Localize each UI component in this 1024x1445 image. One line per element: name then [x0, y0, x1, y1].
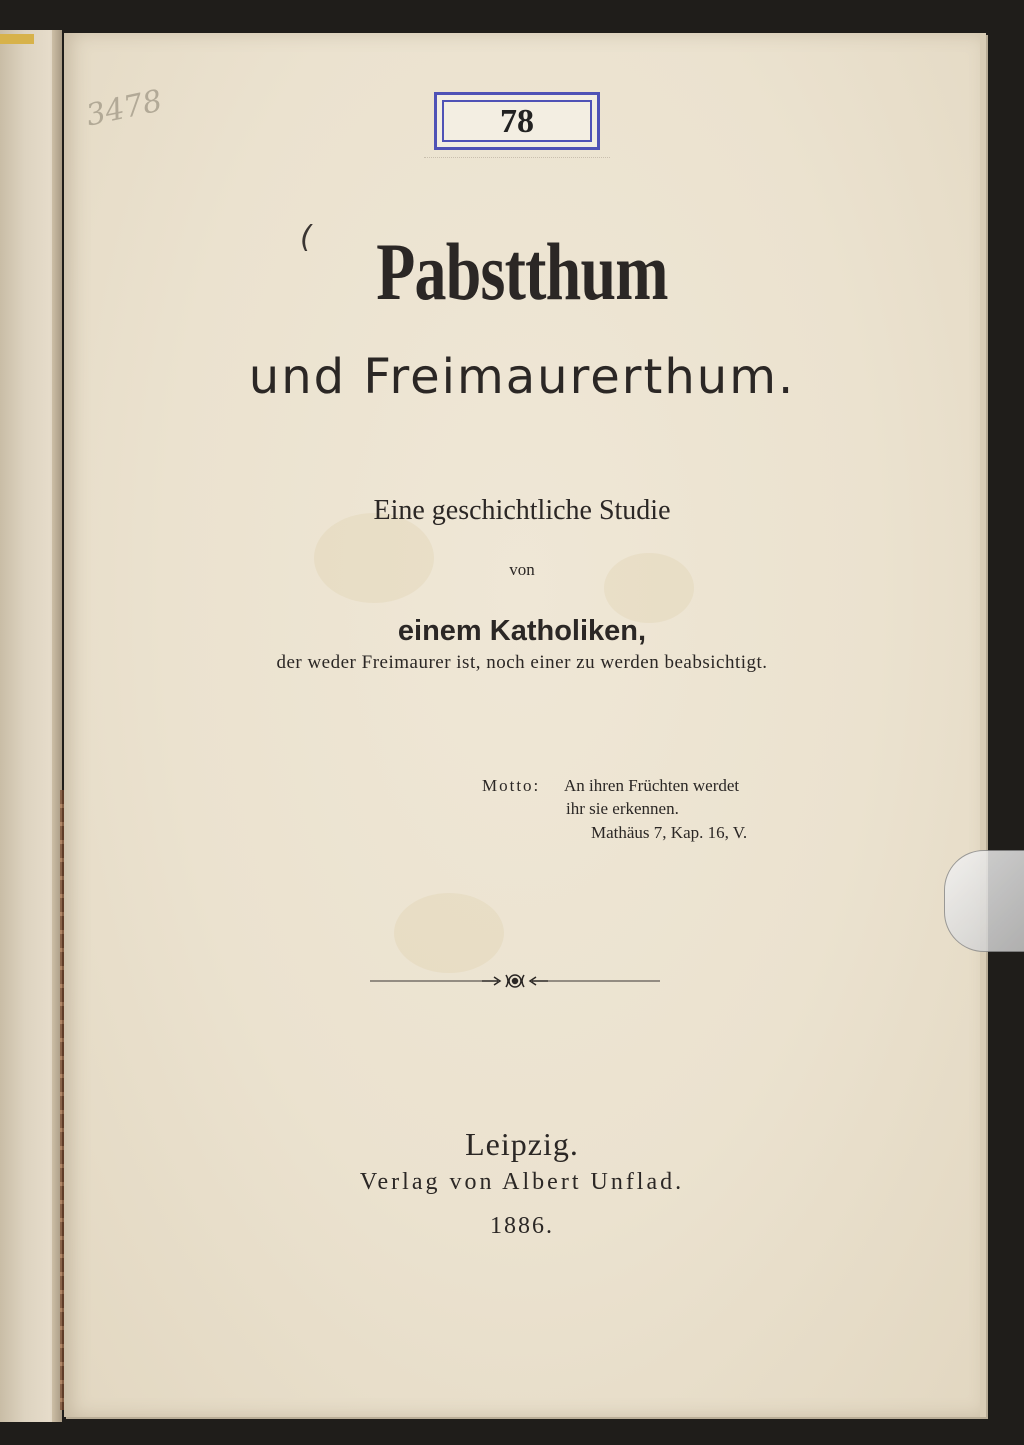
page-clip — [944, 850, 1024, 952]
motto-label: Motto: — [482, 776, 541, 795]
label-perforation — [424, 143, 610, 158]
motto-line-1: An ihren Früchten werdet — [564, 776, 740, 795]
author-note: der weder Freimaurer ist, noch einer zu werden beabsichtigt. — [276, 652, 768, 673]
foxing-stain — [394, 893, 504, 973]
author: einem Katholiken, — [397, 615, 647, 647]
binding-thread — [60, 790, 64, 1410]
motto-source: Mathäus 7, Kap. 16, V. — [591, 823, 748, 842]
library-label-number: 78 — [500, 103, 534, 140]
by-line: von — [509, 560, 535, 579]
imprint-place: Leipzig. — [465, 1126, 579, 1162]
imprint-publisher: Verlag von Albert Unflad. — [359, 1169, 685, 1195]
ornament-flourish-icon — [482, 975, 548, 987]
book-subtitle: und Freimaurerthum. — [248, 349, 796, 405]
ornament-divider — [370, 969, 660, 993]
title-page — [64, 33, 986, 1417]
left-page-edge — [0, 30, 62, 1422]
book-cover-edge — [0, 34, 34, 44]
book-description: Eine geschichtliche Studie — [373, 495, 671, 526]
pencil-tick-mark: ( — [300, 220, 312, 255]
imprint-year: 1886. — [490, 1213, 554, 1239]
motto-line-2: ihr sie erkennen. — [566, 799, 679, 818]
book-title: Pabstthum — [376, 226, 668, 317]
library-label — [434, 92, 600, 150]
pencil-shelfmark: 3478 — [83, 83, 166, 134]
